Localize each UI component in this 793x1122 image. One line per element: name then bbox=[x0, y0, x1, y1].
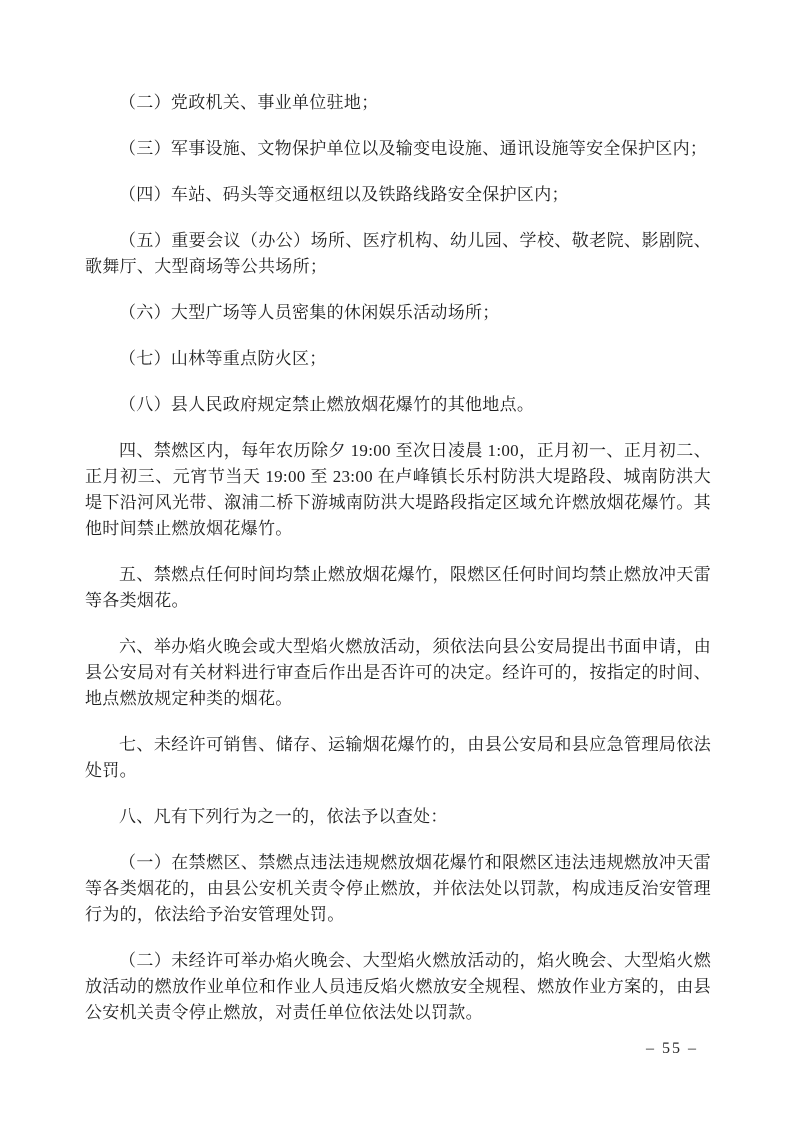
doc-paragraph-item-7: （七）山林等重点防火区； bbox=[119, 349, 327, 368]
doc-paragraph-item-5: （五）重要会议（办公）场所、医疗机构、幼儿园、学校、敬老院、影剧院、歌舞厅、大型商场等公共场所； bbox=[85, 231, 711, 276]
doc-paragraph-item-4: （四）车站、码头等交通枢纽以及铁路线路安全保护区内； bbox=[119, 185, 569, 204]
doc-paragraph-item-3: （三）军事设施、文物保护单位以及输变电设施、通讯设施等安全保护区内； bbox=[119, 139, 708, 158]
doc-paragraph-item-2: （二）党政机关、事业单位驻地； bbox=[119, 93, 379, 112]
page-number: – 55 – bbox=[646, 1040, 698, 1057]
doc-paragraph-subitem-2: （二）未经许可举办焰火晚会、大型焰火燃放活动的，焰火晚会、大型焰火燃放活动的燃放作业单位和作业人员违反焰火燃放安全规程、燃放作业方案的，由县公安机关责令停止燃放，对责任单位依法处以罚款。 bbox=[85, 951, 711, 1022]
doc-paragraph-article-7: 七、未经许可销售、储存、运输烟花爆竹的，由县公安局和县应急管理局依法处罚。 bbox=[85, 735, 711, 780]
doc-paragraph-article-6: 六、举办焰火晚会或大型焰火燃放活动，须依法向县公安局提出书面申请，由县公安局对有关材料进行审查后作出是否许可的决定。经许可的，按指定的时间、地点燃放规定种类的烟花。 bbox=[85, 637, 711, 708]
doc-paragraph-item-6: （六）大型广场等人员密集的休闲娱乐活动场所； bbox=[119, 303, 500, 322]
doc-paragraph-item-8: （八）县人民政府规定禁止燃放烟花爆竹的其他地点。 bbox=[119, 395, 535, 414]
doc-paragraph-article-4: 四、禁燃区内，每年农历除夕 19:00 至次日凌晨 1:00，正月初一、正月初二、正月初三、元宵节当天 19:00 至 23:00 在卢峰镇长乐村防洪大堤路段、城南防洪大堤下沿河风光带、溆浦二桥下游城南防洪大堤路段指定区域允许燃放烟花爆竹。其他时间禁止燃放烟花爆竹。 bbox=[85, 441, 711, 538]
doc-paragraph-subitem-1: （一）在禁燃区、禁燃点违法违规燃放烟花爆竹和限燃区违法违规燃放冲天雷等各类烟花的，由县公安机关责令停止燃放，并依法处以罚款，构成违反治安管理行为的，依法给予治安管理处罚。 bbox=[85, 853, 711, 924]
doc-paragraph-article-8: 八、凡有下列行为之一的，依法予以查处： bbox=[119, 807, 448, 826]
doc-paragraph-article-5: 五、禁燃点任何时间均禁止燃放烟花爆竹，限燃区任何时间均禁止燃放冲天雷等各类烟花。 bbox=[85, 565, 711, 610]
document-body bbox=[85, 90, 711, 1026]
